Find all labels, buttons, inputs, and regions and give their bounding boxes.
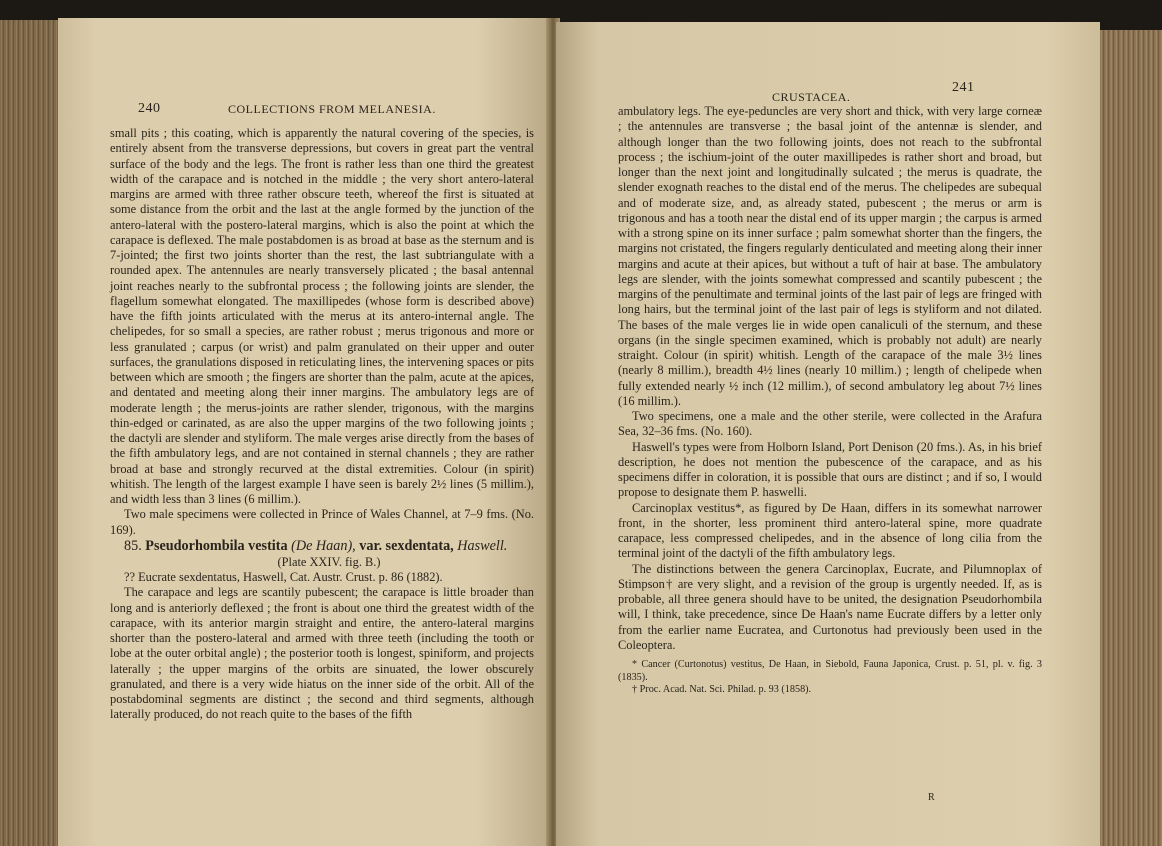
species-description: The carapace and legs are scantily pubescent; the carapace is little broader than long and is anteriorly deflexed ; the front is about one third the greatest width of the carapace, with its anterior margin straight and entire, the antero-lateral margins shorter than the postero-lateral and armed with three teeth (including the tooth or lobe at the outer orbital angle) ; the posterior tooth is longest, spiniform, and projects laterally ; the upper margins of the orbits are sinuated, the lower obscurely granulated, and there is a very wide hiatus on the inner side of the orbit. All of the postabdominal segments are distinct ; the second and third segments, although laterally produced, do not reach quite to the bases of the fifth — [110, 585, 534, 722]
left-paragraph-1: small pits ; this coating, which is apparently the natural covering of the species, is entirely absent from the transverse depressions, but covers in great part the ventral surface of the body and the legs. The front is rather less than one third the greatest width of the carapace and is notched in the middle ; the very short antero-lateral margins are armed with three rather obscure teeth, whereof the first is situated at some distance from the orbit and the last at the angle formed by the junction of the antero-lateral with the postero-lateral margins, which is also the point at which the carapace is deflexed. The male postabdomen is as broad at base as the sternum and is 7-jointed; the first two joints shorter than the rest, the last subtriangulate with a rounded apex. The antennules are nearly transversely plicated ; the basal antennal joint reaches nearly to the subfrontal process ; the following joints are slender, the flagellum somewhat elongated. The maxillipedes (whose form is described above) have the fifth joints articulated with the merus at its antero-internal angle. The chelipedes, for so small a species, are rather robust ; merus trigonous and more or less granulated ; carpus (or wrist) and palm granulated on their upper and outer surfaces, the granulations disposed in reticulating lines, the intervening spaces or pits between which are smooth ; the fingers are shorter than the palm, acute at the apices, and dentated and meeting along their inner margins. The ambulatory legs are of moderate length ; the merus-joints are rather slender, trigonous, with the margins thin-edged or carinated, as are also the upper margins of the two following joints ; the dactyli are slender and styliform. The male verges arise directly from the bases of the fifth ambulatory legs, and are not contained in sternal channels ; they are rather broad at base and strongly recurved at the distal extremities. Colour (in spirit) whitish. The length of the largest example I have seen is barely 2½ lines (5 millim.), and width less than 3 lines (6 millim.). — [110, 126, 534, 506]
right-paragraph-4: Carcinoplax vestitus*, as figured by De Haan, differs in its somewhat narrower front, in the shorter, less prominent third antero-lateral spine, more quadrate carapace, less compressed chelipedes, and in the absence of long cilia from the terminal joint of the dactyli of the fifth ambulatory legs. — [618, 500, 1042, 561]
right-paragraph-1: ambulatory legs. The eye-peduncles are very short and thick, with very large corneæ ; the antennules are transverse ; the basal joint of the antennæ is slender, and although longer than the two following joints, does not reach to the subfrontal process ; the ischium-joint of the outer maxillipedes is rather short and broad, but longer than the next joint and longitudinally sulcated ; the merus is quadrate, the slender exognath reaches to the distal end of the merus. The chelipedes are subequal and of moderate size, and, as already stated, pubescent ; the merus or arm is trigonous and has a tooth near the distal end of its upper margin ; the carpus is armed with a strong spine on its inner surface ; palm somewhat shorter than the fingers, the margins not cristated, the fingers regularly denticulated and meeting along their inner margins and acute at their apices, but without a tuft of hair at base. The ambulatory legs are slender, with the joints somewhat compressed and scantily pubescent ; the margins of the penultimate and terminal joints of the last pair of legs are fringed with long hairs, but the terminal joint of the last pair of legs is styliform and not dilated. The bases of the male verges lie in wide open canaliculi of the sternum, and these organs (in the single specimen examined, which is probably not adult) are nearly straight. Colour (in spirit) whitish. Length of the carapace of the male 3½ lines (nearly 8 millim.), breadth 4½ lines (nearly 10 millim.) ; length of chelipede when fully extended nearly ½ inch (12 millim.), of second ambulatory leg about 7½ lines (16 millim.). — [618, 104, 1042, 408]
synonymy: ?? Eucrate sexdentatus, Haswell, Cat. Austr. Crust. p. 86 (1882). — [124, 570, 443, 584]
left-page — [58, 18, 550, 846]
species-variety: var. sexdentata, — [359, 537, 454, 554]
plate-reference: (Plate XXIV. fig. B.) — [277, 554, 381, 569]
left-running-head: COLLECTIONS FROM MELANESIA. — [228, 102, 436, 116]
footnote-2: † Proc. Acad. Nat. Sci. Philad. p. 93 (1858). — [632, 684, 812, 696]
right-running-head: CRUSTACEA. — [772, 90, 851, 104]
variety-authority: Haswell. — [457, 537, 508, 554]
right-paragraph-2: Two specimens, one a male and the other sterile, were collected in the Arafura Sea, 32–36 fms. (No. 160). — [618, 409, 1042, 439]
footnote-1: * Cancer (Curtonotus) vestitus, De Haan, in Siebold, Fauna Japonica, Crust. p. 51, pl. v. fig. 3 (1835). — [618, 659, 1042, 683]
right-page — [556, 22, 1100, 846]
right-paragraph-5: The distinctions between the genera Carcinoplax, Eucrate, and Pilumnoplax of Stimpson† are very slight, and a revision of the group is urgently needed. If, as is probable, all three genera should have to be united, the designation Pseudorhombila will, I think, take precedence, since De Haan's name Eucrate differs by a letter only from the earlier name Eucratea, and Curtonotus had previously been used in the Coleoptera. — [618, 561, 1042, 652]
left-page-number: 240 — [138, 101, 161, 116]
right-page-number: 241 — [952, 80, 975, 95]
species-authority: (De Haan), — [291, 537, 356, 554]
left-paragraph-2: Two male specimens were collected in Prince of Wales Channel, at 7–9 fms. (No. 169). — [110, 507, 534, 537]
species-heading — [110, 538, 534, 555]
species-name: Pseudorhombila vestita — [145, 537, 288, 554]
species-number: 85. — [124, 537, 142, 554]
right-text-column — [618, 104, 1042, 697]
right-page-edges — [1100, 30, 1162, 846]
left-page-edges — [0, 20, 58, 846]
left-text-column — [110, 126, 534, 723]
right-paragraph-3: Haswell's types were from Holborn Island, Port Denison (20 fms.). As, in his brief description, he does not mention the pubescence of the carapace, and as his specimens differ in coloration, it is possible that ours are distinct ; and if so, I would propose to designate them P. haswelli. — [618, 439, 1042, 500]
signature-mark: R — [928, 792, 935, 803]
